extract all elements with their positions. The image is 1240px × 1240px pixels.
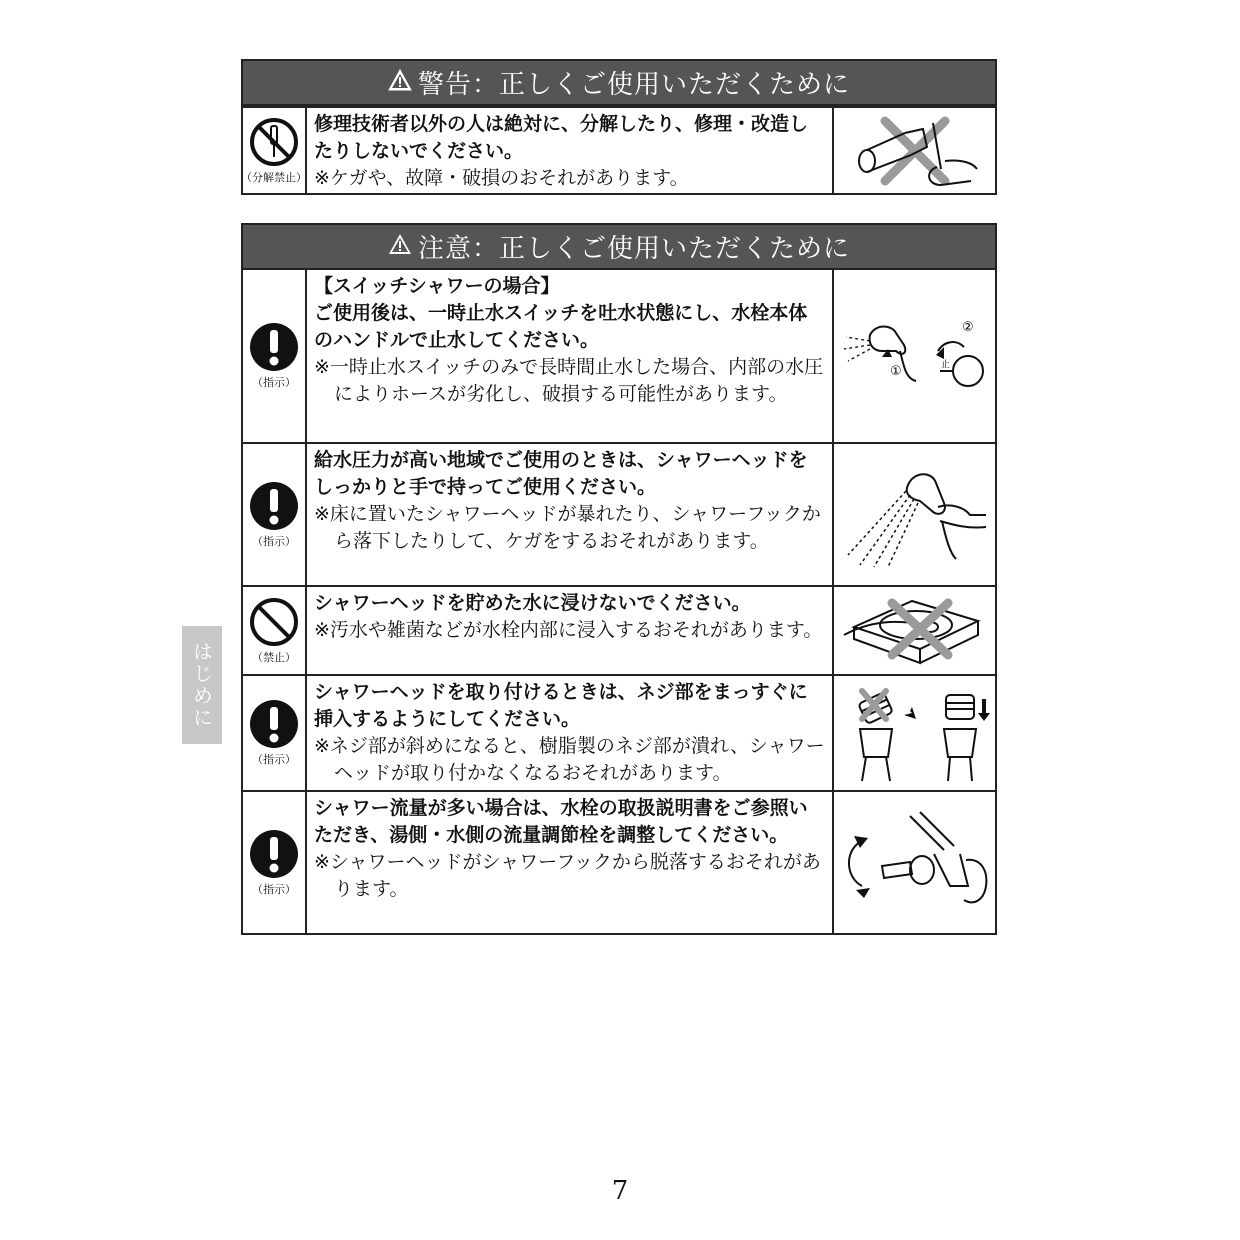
switch-shower-illustration [834, 270, 995, 442]
row-icon-cell [243, 444, 307, 585]
no-soak-illustration [834, 587, 995, 674]
icon-caption: （禁止） [252, 650, 296, 664]
page-number: 7 [611, 1176, 629, 1206]
row-instruction: シャワーヘッドを取り付けるときは、ネジ部をまっすぐに挿入するようにしてください。 [314, 681, 808, 730]
row-note: ※ネジ部が斜めになると、樹脂製のネジ部が潰れ、シャワーヘッドが取り付かなくなるおそれがあります。 [314, 735, 825, 784]
caution-panel [241, 223, 997, 935]
row-note: ※ケガや、故障・破損のおそれがあります。 [314, 167, 689, 189]
icon-caption: （指示） [252, 534, 296, 548]
caution-row [243, 442, 995, 585]
instruction-icon [249, 829, 299, 879]
illu-mark-1: ① [889, 364, 902, 379]
row-heading: 【スイッチシャワーの場合】 [314, 275, 560, 297]
row-text [307, 270, 834, 442]
illu-mark-2: ② [961, 320, 974, 335]
instruction-icon [249, 699, 299, 749]
prohibition-icon [249, 597, 299, 647]
no-disassemble-icon [249, 117, 299, 167]
row-note: ※シャワーヘッドがシャワーフックから脱落するおそれがあります。 [314, 851, 821, 900]
row-note: ※一時止水スイッチのみで長時間止水した場合、内部の水圧によりホースが劣化し、破損する可能性があります。 [314, 356, 824, 405]
row-instruction: ご使用後は、一時止水スイッチを吐水状態にし、水栓本体のハンドルで止水してください。 [314, 302, 808, 351]
row-icon-cell [243, 792, 307, 933]
row-icon-cell [243, 108, 307, 193]
instruction-icon [249, 481, 299, 531]
row-note: ※汚水や雑菌などが水栓内部に浸入するおそれがあります。 [314, 619, 823, 641]
row-text [307, 444, 834, 585]
row-icon-cell [243, 270, 307, 442]
screw-insert-illustration [834, 676, 995, 790]
row-instruction: シャワー流量が多い場合は、水栓の取扱説明書をご参照いただき、湯側・水側の流量調節栓を調整してください。 [314, 797, 808, 846]
row-text [307, 587, 834, 674]
caution-row [243, 270, 995, 442]
row-instruction: 修理技術者以外の人は絶対に、分解したり、修理・改造したりしないでください。 [314, 113, 809, 162]
row-text [307, 676, 834, 790]
instruction-icon [249, 322, 299, 372]
row-icon-cell [243, 676, 307, 790]
icon-caption: （指示） [252, 882, 296, 896]
row-icon-cell [243, 587, 307, 674]
warning-header [243, 61, 995, 106]
illu-mark-stop: 止 [940, 360, 950, 370]
section-side-tab: はじめに [182, 626, 222, 744]
icon-caption: （指示） [252, 753, 296, 766]
row-text [307, 108, 834, 193]
flow-adjust-illustration [834, 792, 995, 933]
icon-caption: （分解禁止） [241, 170, 307, 184]
caution-title: 注意：正しくご使用いただくために [417, 234, 850, 264]
icon-caption: （指示） [252, 376, 296, 389]
row-text [307, 792, 834, 933]
warning-panel [241, 59, 997, 195]
row-instruction: シャワーヘッドを貯めた水に浸けないでください。 [314, 592, 751, 614]
row-instruction: 給水圧力が高い地域でご使用のときは、シャワーヘッドをしっかりと手で持ってご使用ください。 [314, 449, 808, 498]
caution-row [243, 585, 995, 674]
caution-header [243, 225, 995, 270]
caution-row [243, 674, 995, 790]
warning-triangle-icon [388, 68, 412, 98]
caution-row [243, 790, 995, 933]
row-note: ※床に置いたシャワーヘッドが暴れたり、シャワーフックから落下したりして、ケガをするおそれがあります。 [314, 503, 821, 552]
hold-shower-illustration [834, 444, 995, 585]
warning-title: 警告：正しくご使用いただくために [417, 70, 850, 100]
warning-triangle-icon [388, 232, 412, 262]
disassemble-illustration [834, 108, 995, 193]
warning-row [243, 106, 995, 193]
